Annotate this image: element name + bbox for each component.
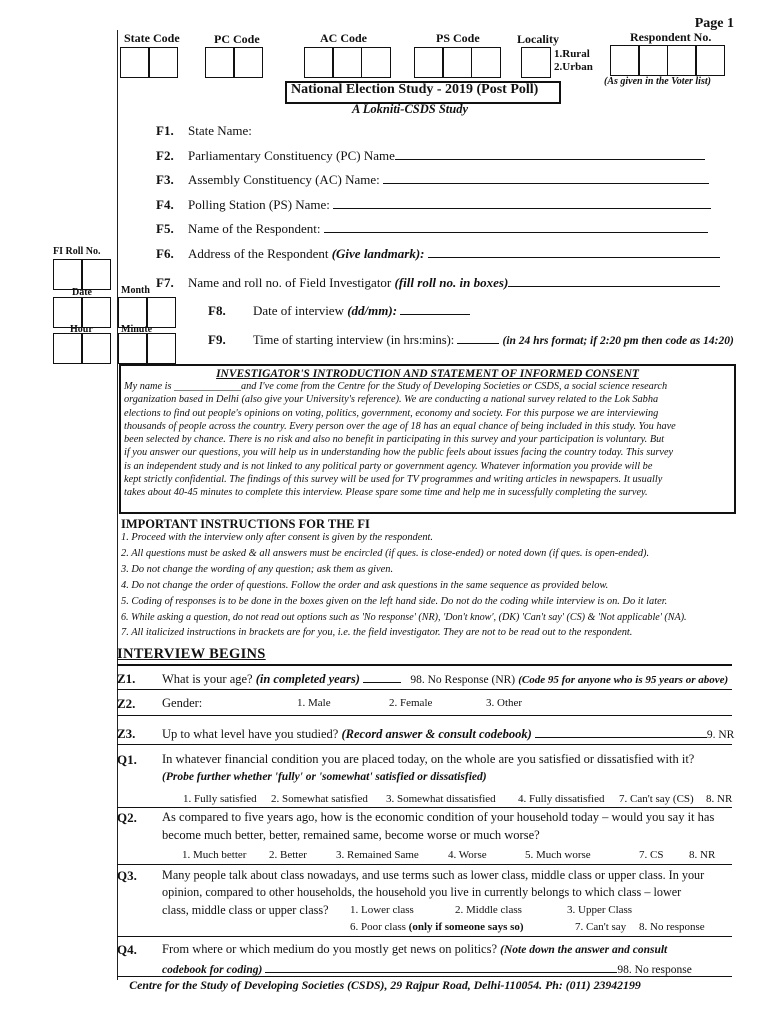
q2-option[interactable]: 2. Better bbox=[269, 849, 307, 861]
news-answer-field[interactable] bbox=[162, 961, 692, 977]
probe-note: (Probe further whether 'fully' or 'somewhat' satisfied or dissatisfied) bbox=[162, 771, 487, 783]
field-number: F3. bbox=[156, 172, 174, 187]
education-question[interactable] bbox=[162, 726, 734, 742]
q2-option[interactable]: 7. CS bbox=[639, 849, 664, 861]
field-number: F1. bbox=[156, 123, 174, 138]
field-note: (fill roll no. in boxes) bbox=[394, 275, 509, 290]
section-divider bbox=[117, 807, 732, 808]
question-note: (Record answer & consult codebook) bbox=[341, 727, 532, 741]
option-label: 6. Poor class bbox=[350, 921, 406, 933]
instruction-item: 3. Do not change the wording of any question; ask them as given. bbox=[121, 564, 394, 575]
voter-list-note: (As given in the Voter list) bbox=[604, 76, 711, 87]
instruction-item: 7. All italicized instructions in brackets are for you, i.e. the field investigator. They are not to be read out to the respondent. bbox=[121, 627, 633, 638]
ac-code-label: AC Code bbox=[320, 31, 367, 45]
question-text: become much better, better, remained same, become worse or much worse? bbox=[162, 828, 540, 842]
question-number: Z1. bbox=[117, 671, 136, 686]
hour-label: Hour bbox=[70, 324, 93, 335]
question-note: (in completed years) bbox=[255, 672, 360, 686]
question-number: Q2. bbox=[117, 810, 137, 825]
q3-option[interactable]: 1. Lower class bbox=[350, 904, 414, 916]
field-note: (Give landmark): bbox=[331, 246, 425, 261]
question-text: In whatever financial condition you are placed today, on the whole are you satisfied or dissatisfied with it? bbox=[162, 752, 695, 766]
ps-code-boxes[interactable] bbox=[415, 47, 501, 78]
fi-roll-boxes[interactable] bbox=[54, 259, 111, 290]
consent-line: takes about 40-45 minutes to complete this interview. Please spare some time and help me in sucessfully completing the survey. bbox=[124, 487, 648, 499]
question-text: As compared to five years ago, how is the economic condition of your household today – would you say it has bbox=[162, 810, 715, 824]
question-text: Many people talk about class nowadays, and use terms such as lower class, middle class or upper class. In your bbox=[162, 868, 705, 882]
section-divider bbox=[117, 864, 732, 865]
consent-title: INVESTIGATOR'S INTRODUCTION AND STATEMENT OF INFORMED CONSENT bbox=[216, 368, 639, 380]
state-code-boxes[interactable] bbox=[121, 47, 178, 78]
month-label: Month bbox=[121, 285, 150, 296]
instruction-item: 4. Do not change the order of questions. Follow the order and ask questions in the same sequence as provided below. bbox=[121, 580, 609, 591]
interview-begins-heading: INTERVIEW BEGINS bbox=[117, 646, 266, 662]
pc-name-field[interactable] bbox=[188, 148, 705, 164]
interview-time-field[interactable] bbox=[253, 332, 734, 348]
q2-option[interactable]: 4. Worse bbox=[448, 849, 487, 861]
question-text: From where or which medium do you mostly get news on politics? bbox=[162, 942, 498, 956]
consent-line: been selected by chance. There is no risk and also no benefit in participating in this survey and your participation is voluntary. But bbox=[124, 434, 665, 446]
fi-roll-label: FI Roll No. bbox=[53, 246, 101, 257]
consent-line: My name is _____________and I've come from the Centre for the Study of Developing Societies or CSDS, a social science research bbox=[124, 381, 668, 392]
field-label: Name and roll no. of Field Investigator bbox=[188, 275, 392, 290]
instruction-item: 2. All questions must be asked & all answers must be encircled (if ques. is close-ended) or noted down (if ques. is open-ended). bbox=[121, 548, 650, 559]
gender-option-male[interactable]: 1. Male bbox=[297, 697, 331, 709]
field-label: Time of starting interview (in hrs:mins): bbox=[253, 333, 455, 347]
field-label: State Name: bbox=[188, 123, 252, 138]
q3-option[interactable]: 7. Can't say bbox=[575, 921, 627, 933]
question-number: Z2. bbox=[117, 696, 136, 711]
field-label: Parliamentary Constituency (PC) Name bbox=[188, 148, 395, 163]
question-note: (Note down the answer and consult bbox=[500, 944, 668, 956]
field-note: (in 24 hrs format; if 2:20 pm then code as 14:20) bbox=[502, 335, 734, 347]
question-number: Q4. bbox=[117, 942, 137, 957]
q1-option[interactable]: 2. Somewhat satisfied bbox=[271, 793, 368, 805]
question-note: codebook for coding) bbox=[162, 964, 263, 976]
question-text: opinion, compared to other households, the household you live in currently belongs to which class – lower bbox=[162, 885, 682, 899]
q1-option[interactable]: 1. Fully satisfied bbox=[183, 793, 257, 805]
field-label: Date of interview bbox=[253, 303, 344, 318]
urban-option: 2.Urban bbox=[554, 61, 593, 73]
consent-box bbox=[119, 364, 736, 514]
q1-option[interactable]: 3. Somewhat dissatisfied bbox=[386, 793, 496, 805]
section-divider bbox=[117, 936, 732, 937]
rural-option: 1.Rural bbox=[554, 48, 590, 60]
question-text: Up to what level have you studied? bbox=[162, 727, 339, 741]
field-number: F7. bbox=[156, 275, 174, 290]
q2-option[interactable]: 8. NR bbox=[689, 849, 716, 861]
section-divider bbox=[117, 689, 732, 690]
study-title: National Election Study - 2019 (Post Poll) bbox=[291, 82, 539, 97]
q3-option[interactable]: 8. No response bbox=[639, 921, 705, 933]
option-note: (only if someone says so) bbox=[408, 921, 524, 933]
question-code-note: (Code 95 for anyone who is 95 years or above) bbox=[518, 674, 729, 686]
page-footer: Centre for the Study of Developing Societies (CSDS), 29 Rajpur Road, Delhi-110054. Ph: (011) 23942199 bbox=[129, 978, 641, 992]
pc-code-label: PC Code bbox=[214, 32, 260, 46]
gender-option-female[interactable]: 2. Female bbox=[389, 697, 433, 709]
q3-option[interactable] bbox=[350, 921, 524, 933]
field-number: F6. bbox=[156, 246, 174, 261]
respondent-no-boxes[interactable] bbox=[611, 45, 725, 76]
q2-option[interactable]: 5. Much worse bbox=[525, 849, 591, 861]
hour-boxes[interactable] bbox=[54, 333, 111, 364]
question-number: Q1. bbox=[117, 752, 137, 767]
locality-box[interactable] bbox=[522, 47, 551, 78]
locality-label: Locality bbox=[517, 32, 559, 46]
age-question[interactable] bbox=[162, 671, 728, 687]
field-number: F4. bbox=[156, 197, 174, 212]
address-field[interactable] bbox=[188, 246, 720, 262]
question-text: class, middle class or upper class? bbox=[162, 903, 329, 917]
question-number: Z3. bbox=[117, 726, 136, 741]
instruction-item: 6. While asking a question, do not read out options such as 'No response' (NR), 'Don't know', (DK) 'Can't say' (CS) & 'Not applicable' (NA). bbox=[121, 612, 687, 623]
pc-code-boxes[interactable] bbox=[206, 47, 263, 78]
field-label: Name of the Respondent: bbox=[188, 221, 321, 236]
nr-option: 98. No response bbox=[617, 964, 692, 976]
field-number: F5. bbox=[156, 221, 174, 236]
question-text: What is your age? bbox=[162, 672, 253, 686]
consent-line: if you answer our questions, you will help us in understanding how the public feels about issues facing the country today. This survey bbox=[124, 447, 674, 459]
q2-option[interactable]: 3. Remained Same bbox=[336, 849, 419, 861]
instructions-title: IMPORTANT INSTRUCTIONS FOR THE FI bbox=[121, 517, 370, 531]
field-note: (dd/mm): bbox=[347, 303, 398, 318]
minute-boxes[interactable] bbox=[119, 333, 176, 364]
date-label: Date bbox=[72, 287, 92, 298]
field-number: F2. bbox=[156, 148, 174, 163]
field-label: Polling Station (PS) Name: bbox=[188, 197, 330, 212]
interview-date-field[interactable] bbox=[253, 303, 470, 319]
nr-option: 9. NR bbox=[706, 729, 735, 741]
minute-label: Minute bbox=[121, 324, 153, 335]
field-label: Assembly Constituency (AC) Name: bbox=[188, 172, 380, 187]
fi-name-field[interactable] bbox=[188, 275, 720, 291]
state-code-label: State Code bbox=[124, 31, 180, 45]
left-divider bbox=[117, 30, 118, 980]
field-number: F9. bbox=[208, 332, 226, 347]
consent-line: is an independent study and is not linked to any political party or government agency. Whatever information you provide will be bbox=[124, 460, 653, 472]
q3-option[interactable]: 2. Middle class bbox=[455, 904, 522, 916]
ac-name-field[interactable] bbox=[188, 172, 709, 188]
gender-option-other[interactable]: 3. Other bbox=[486, 697, 523, 709]
nr-option: 98. No Response (NR) bbox=[410, 674, 516, 686]
respondent-no-label: Respondent No. bbox=[630, 30, 712, 44]
study-subtitle: A Lokniti-CSDS Study bbox=[352, 102, 469, 116]
page-number: Page 1 bbox=[694, 16, 734, 31]
ac-code-boxes[interactable] bbox=[305, 47, 391, 78]
field-label: Address of the Respondent bbox=[188, 246, 329, 261]
instruction-item: 5. Coding of responses is to be done in the boxes given on the left hand side. Do not do the coding while interview is on. Do it later. bbox=[121, 596, 668, 607]
section-divider bbox=[117, 976, 732, 977]
section-divider bbox=[117, 664, 732, 666]
q1-option[interactable]: 4. Fully dissatisfied bbox=[518, 793, 605, 805]
consent-line: kept strictly confidential. The findings of this survey will be used for TV programmes and writing articles in newspapers. It usually bbox=[124, 474, 663, 486]
consent-line: organization based in Delhi (also give your University's reference). We are conducting a national survey related to the Lok Sabha bbox=[124, 394, 659, 406]
consent-text bbox=[121, 380, 734, 500]
news-question bbox=[162, 942, 667, 957]
ps-code-label: PS Code bbox=[436, 31, 480, 45]
question-text: Gender: bbox=[162, 696, 203, 710]
section-divider bbox=[117, 744, 732, 745]
q3-option[interactable]: 3. Upper Class bbox=[567, 904, 633, 916]
instruction-item: 1. Proceed with the interview only after consent is given by the respondent. bbox=[121, 532, 434, 543]
q1-option[interactable]: 8. NR bbox=[706, 793, 733, 805]
consent-line: thousands of people across the country. Every person over the age of 18 has an equal chance of being included in this study. You have bbox=[124, 420, 676, 432]
respondent-name-field[interactable] bbox=[188, 221, 708, 237]
question-number: Q3. bbox=[117, 868, 137, 883]
ps-name-field[interactable] bbox=[188, 197, 711, 213]
section-divider bbox=[117, 715, 732, 716]
q1-option[interactable]: 7. Can't say (CS) bbox=[619, 793, 694, 805]
q2-option[interactable]: 1. Much better bbox=[182, 849, 247, 861]
field-number: F8. bbox=[208, 303, 226, 318]
consent-line: elections to find out people's opinions on voting, politics, government, economy and society. For this purpose we are interviewing bbox=[124, 407, 659, 419]
state-name-field[interactable] bbox=[188, 123, 252, 139]
